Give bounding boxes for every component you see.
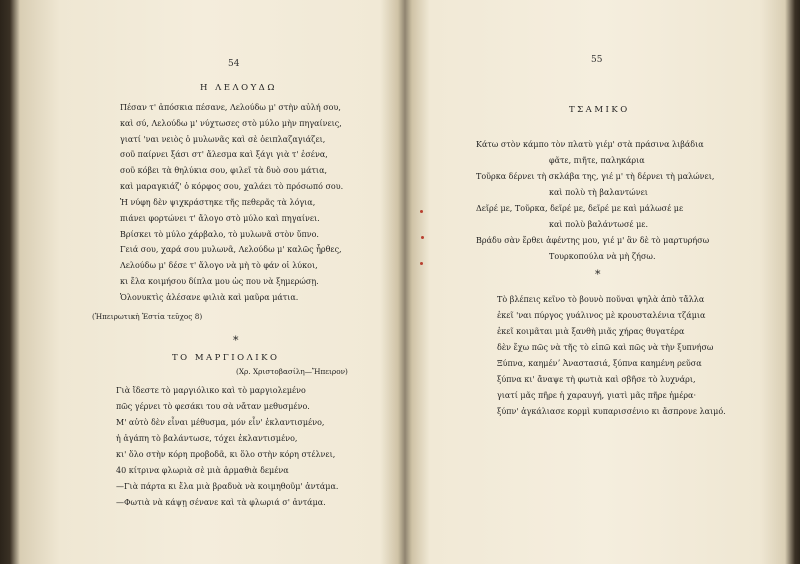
verse-line: πῶς γέρνει τὸ φεσάκι του σὰ νἄταν μεθυσμένο.: [116, 402, 310, 411]
verse-line: πιάνει φορτώνει τ' ἄλογο στὸ μύλο καὶ πηγαίνει.: [120, 214, 320, 223]
verse-line: σοῦ παίρνει ξάσι στ' ἄλεσμα καὶ ξάγι γιὰ τ' ἐσένα,: [120, 150, 328, 159]
verse-line: Κάτω στὸν κάμπο τὸν πλατὺ γιέμ' στὰ πράσινα λιβάδια: [476, 140, 704, 149]
verse-line: σοῦ κόβει τὰ θηλύκια σου, φιλεῖ τὰ δυὸ σου μάτια,: [120, 166, 328, 175]
scan-speck: [420, 210, 423, 213]
verse-line: 40 κίτρινα φλωριὰ σὲ μιὰ ἀρμαθιὰ δεμένα: [116, 466, 289, 475]
verse-line: Δεῖρέ με, Τοῦρκα, δεῖρέ με, δεῖρέ με καὶ μάλωσέ με: [476, 204, 684, 213]
page-number: 54: [228, 59, 240, 69]
verse-line: ξύπν' ἀγκάλιασε κορμὶ κυπαρισσένιο κι ἄσπρονε λαιμό.: [497, 407, 726, 416]
verse-line: —Φωτιὰ νὰ κάψῃ σένανε καὶ τὰ φλωριά σ' ἀντάμα.: [116, 498, 326, 507]
poem-title: ΤΟ ΜΑΡΓΙΟΛΙΚΟ: [172, 353, 280, 363]
verse-line: γιατί μᾶς πῆρε ἡ χαραυγή, γιατὶ μᾶς πῆρε ἡμέρα·: [497, 391, 696, 400]
source-note: (Ἠπειρωτικὴ Ἑστία τεῦχος 8): [92, 312, 203, 321]
verse-line: Βράδυ σὰν ἔρθει ἀφέντης μου, γιέ μ' ἂν δὲ τὸ μαρτυρήσω: [476, 236, 710, 245]
verse-line: Πέσαν τ' ἀπόσκια πέσανε, Λελούδω μ' στὴν αὐλή σου,: [120, 103, 341, 112]
verse-line: ἐκεῖ κοιμᾶται μιὰ ξανθὴ μιᾶς χήρας θυγατέρα: [497, 327, 685, 336]
page-number: 55: [591, 55, 603, 65]
verse-line: ξύπνα κι' ἄναψε τὴ φωτιὰ καὶ σβῆσε τὸ λυχνάρι,: [497, 375, 696, 384]
poem-attribution: (Χρ. Χριστοβασίλη—Ἤπειρον): [236, 367, 348, 376]
verse-line: δὲν ἔχω πῶς νὰ τῆς τὸ εἰπῶ καὶ πῶς νὰ τὴν ξυπνήσω: [497, 343, 714, 352]
verse-refrain: καὶ πολὺ τὴ βαλαντώνει: [549, 188, 648, 197]
verse-refrain: καὶ πολὺ βαλάντωσέ με.: [549, 220, 648, 229]
verse-line: Ξύπνα, καημένʼ Ἀναστασιά, ξύπνα καημένη ρεῦσα: [497, 359, 702, 368]
verse-line: καὶ σύ, Λελούδω μ' νύχτωσες στὸ μύλο μὴν πηγαίνεις,: [120, 119, 342, 128]
verse-line: καὶ μαραγκιάζ' ὁ κόρφος σου, χαλάει τὸ πρόσωπό σου.: [120, 182, 344, 191]
verse-line: Μ' αὐτὸ δὲν εἶναι μέθυσμα, μόν εἶν' ἐκλαντισμένο,: [116, 418, 325, 427]
section-separator: *: [595, 268, 601, 281]
verse-line: ἡ ἀγάπη τὸ βαλάντωσε, τόχει ἐκλαντισμένο,: [116, 434, 298, 443]
verse-line: Τοῦρκα δέρνει τὴ σκλάβα της, γιέ μ' τὴ δέρνει τὴ μαλώνει,: [476, 172, 715, 181]
verse-line: κι ἔλα κοιμήσου δίπλα μου ὡς που νὰ ξημερώσῃ.: [120, 277, 319, 286]
verse-line: ἐκεῖ 'ναι πύργος γυάλινος μὲ κρουσταλένια τζάμια: [497, 311, 706, 320]
verse-line: Ὁλονυκτὶς ἀλέσανε φιλιὰ καὶ μαῦρα μάτια.: [120, 293, 299, 302]
section-separator: *: [233, 334, 239, 347]
verse-line: κι' ὅλο στὴν κόρη προβοδᾶ, κι ὅλο στὴν κόρη στέλνει,: [116, 450, 336, 459]
verse-line: —Γιὰ πάρτα κι ἔλα μιὰ βραδυὰ νὰ κοιμηθοῦμ' ἀντάμα.: [116, 482, 339, 491]
poem-title: ΤΣΑΜΙΚΟ: [569, 105, 630, 115]
scan-speck: [420, 262, 423, 265]
right-page: [404, 0, 800, 564]
verse-line: Γειά σου, χαρά σου μυλωνᾶ, Λελούδω μ' καλῶς ἦρθες,: [120, 245, 342, 254]
verse-line: Βρίσκει τὸ μύλο χάρβαλο, τὸ μυλωνᾶ στὸν ὕπνο.: [120, 230, 319, 239]
poem-title: Η ΛΕΛΟΥΔΩ: [200, 83, 277, 93]
verse-line: Λελούδω μ' δέσε τ' ἄλογο νὰ μὴ τὸ φάν οἱ λύκοι,: [120, 261, 318, 270]
verse-line: Ἡ νύφη δὲν ψιχκράστηκε τῆς πεθερᾶς τὰ λόγια,: [120, 198, 316, 207]
verse-line: Γιὰ ἴδεστε τὸ μαργιόλικο καὶ τὸ μαργιολεμένο: [116, 386, 306, 395]
verse-refrain: Τουρκοπούλα νὰ μὴ ζήσω.: [549, 252, 656, 261]
verse-line: γιατί 'ναι νειὸς ὁ μυλωνᾶς καὶ σὲ ὀειπλαζαγιάζει,: [120, 135, 326, 144]
verse-refrain: φᾶτε, πιῆτε, παληκάρια: [549, 156, 645, 165]
verse-line: Τὸ βλέπεις κεῖνο τὸ βουνὸ ποῦναι ψηλὰ ἀπὸ τἄλλα: [497, 295, 705, 304]
scan-speck: [421, 236, 424, 239]
